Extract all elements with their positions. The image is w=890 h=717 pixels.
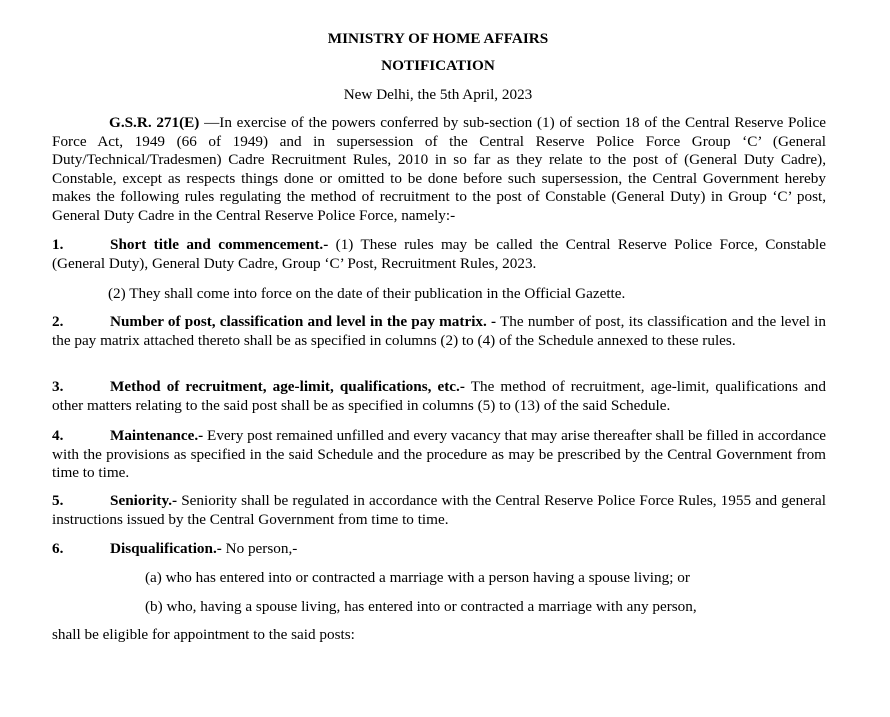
rule-heading: Disqualification.- bbox=[110, 540, 222, 557]
rule-text: Seniority shall be regulated in accordance with the Central Reserve Police Force Rules, 1955 and general instructions issued by the Central Government from time to time. bbox=[52, 492, 826, 528]
rule-text: Every post remained unfilled and every vacancy that may arise thereafter shall be filled in accordance with the provisions as specified in the said Schedule and the procedure as may be prescribed by the Central Government from time to time. bbox=[52, 427, 826, 482]
rule-number: 2. bbox=[52, 313, 64, 330]
rule-6-closing: shall be eligible for appointment to the said posts: bbox=[52, 626, 355, 643]
dateline: New Delhi, the 5th April, 2023 bbox=[343, 86, 533, 103]
rule-6 bbox=[52, 540, 826, 559]
intro-text: —In exercise of the powers conferred by sub-section (1) of section 18 of the Central Reserve Police Force Act, 1949 (66 of 1949) and in supersession of the Central Reserve Police Force Group ‘C’ (General Duty/Technical/Tradesmen) Cadre Recruitment Rules, 2010 in so far as they relate to the post of (General Duty Cadre), Constable, except as respects things done or omitted to be done before such supersession, the Central Government hereby makes the following rules regulating the method of recruitment to the post of Constable (General Duty) in Group ‘C’ post, General Duty Cadre in the Central Reserve Police Force, namely:- bbox=[52, 114, 826, 224]
rule-text: No person,- bbox=[221, 540, 298, 557]
ministry-title: MINISTRY OF HOME AFFAIRS bbox=[327, 30, 549, 47]
rule-text: The method of recruitment, age-limit, qualifications and other matters relating to the said post shall be as specified in columns (5) to (13) of the said Schedule. bbox=[52, 378, 826, 414]
rule-heading: Number of post, classification and level in the pay matrix. - bbox=[110, 313, 497, 330]
gsr-reference: G.S.R. 271(E) bbox=[109, 114, 200, 131]
intro-paragraph bbox=[52, 114, 826, 226]
rule-1 bbox=[52, 236, 826, 273]
rule-3 bbox=[52, 378, 826, 415]
rule-number: 5. bbox=[52, 492, 64, 509]
notification-title: NOTIFICATION bbox=[381, 57, 495, 74]
rule-6-clause-b: (b) who, having a spouse living, has entered into or contracted a marriage with any person, bbox=[145, 598, 697, 615]
rule-text: (1) These rules may be called the Central Reserve Police Force, Constable (General Duty), General Duty Cadre, Group ‘C’ Post, Recruitment Rules, 2023. bbox=[52, 236, 827, 272]
rule-heading: Seniority.- bbox=[110, 492, 178, 509]
rule-text: The number of post, its classification and the level in the pay matrix attached thereto shall be as specified in columns (2) to (4) of the Schedule annexed to these rules. bbox=[52, 313, 826, 349]
rule-heading: Method of recruitment, age-limit, qualifications, etc.- bbox=[110, 378, 465, 395]
rule-6-clause-a: (a) who has entered into or contracted a marriage with a person having a spouse living; or bbox=[145, 569, 690, 586]
rule-1-subrule-2: (2) They shall come into force on the date of their publication in the Official Gazette. bbox=[108, 285, 626, 302]
rule-heading: Maintenance.- bbox=[110, 427, 204, 444]
rule-number: 1. bbox=[52, 236, 64, 253]
rule-number: 4. bbox=[52, 427, 64, 444]
rule-4 bbox=[52, 427, 826, 483]
rule-number: 6. bbox=[52, 540, 64, 557]
rule-number: 3. bbox=[52, 378, 64, 395]
rule-heading: Short title and commencement.- bbox=[110, 236, 329, 253]
rule-5 bbox=[52, 492, 826, 529]
rule-2 bbox=[52, 313, 826, 350]
